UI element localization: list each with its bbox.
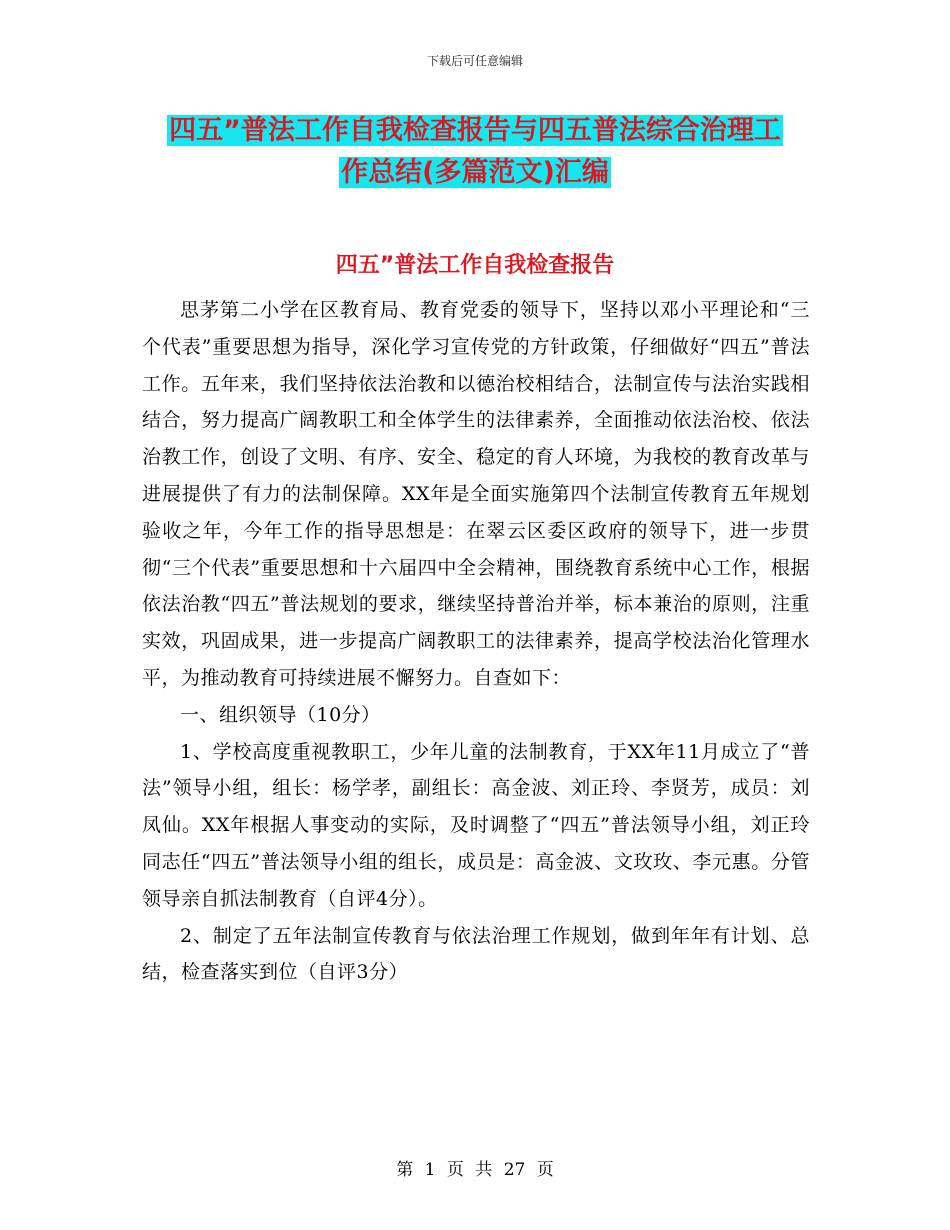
section-title: 四五”普法工作自我检查报告 bbox=[335, 253, 615, 278]
document-body bbox=[142, 292, 810, 991]
paragraph-item-2: 2、制定了五年法制宣传教育与依法治理工作规划，做到年年有计划、总结，检查落实到位（自评3分） bbox=[142, 924, 810, 984]
document-title bbox=[150, 110, 800, 194]
paragraph-item-1: 1、学校高度重视教职工，少年儿童的法制教育，于XX年11月成立了“普法”领导小组，组长：杨学孝，副组长：高金波、刘正玲、李贤芳，成员：刘凤仙。XX年根据人事变动的实际，及时调整了“四五”普法领导小组，刘正玲同志任“四五”普法领导小组的组长，成员是：高金波、文玫玫、李元惠。分管领导亲自抓法制教育（自评4分）。 bbox=[142, 740, 810, 910]
document-title-line-1: 四五”普法工作自我检查报告与四五普法综合治理工 bbox=[169, 115, 781, 146]
page-number: 第 1 页 共 27 页 bbox=[396, 1160, 554, 1180]
header-note: 下载后可任意编辑 bbox=[426, 54, 523, 68]
paragraph-intro: 思茅第二小学在区教育局、教育党委的领导下，坚持以邓小平理论和“三个代表”重要思想为指导，深化学习宣传党的方针政策，仔细做好“四五”普法工作。五年来，我们坚持依法治教和以德治校相结合，法制宣传与法治实践相结合，努力提高广阔教职工和全体学生的法律素养，全面推动依法治校、依法治教工作，创设了文明、有序、安全、稳定的育人环境，为我校的教育改革与进展提供了有力的法制保障。XX年是全面实施第四个法制宣传教育五年规划验收之年，今年工作的指导思想是：在翠云区委区政府的领导下，进一步贯彻“三个代表”重要思想和十六届四中全会精神，围绕教育系统中心工作，根据依法治教“四五”普法规划的要求，继续坚持普治并举，标本兼治的原则，注重实效，巩固成果，进一步提高广阔教职工的法律素养，提高学校法治化管理水平，为推动教育可持续进展不懈努力。自查如下： bbox=[142, 299, 810, 689]
document-title-line-2: 作总结(多篇范文)汇编 bbox=[341, 157, 609, 188]
paragraph-heading-organization: 一、组织领导（10分） bbox=[180, 703, 381, 726]
